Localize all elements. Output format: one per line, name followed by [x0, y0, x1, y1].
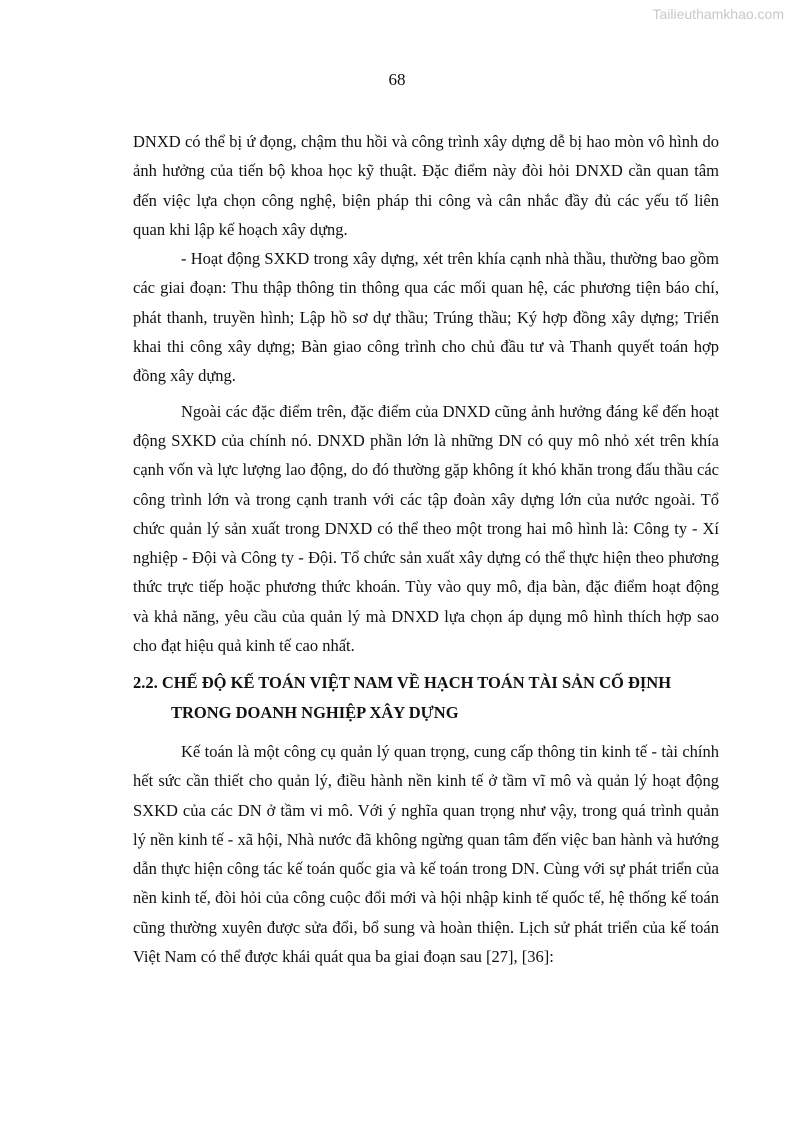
section-heading-line2: TRONG DOANH NGHIỆP XÂY DỰNG: [171, 702, 459, 722]
paragraph-sxkd-stages: - Hoạt động SXKD trong xây dựng, xét trên khía cạnh nhà thầu, thường bao gồm các giai đoạn: Thu thập thông tin thông qua các mối quan hệ, các phương tiện báo chí, phát thanh, truyền hình; Lập hồ sơ dự thầu; Trúng thầu; Ký hợp đồng xây dựng; Triển khai thi công xây dựng; Bàn giao công trình cho chủ đầu tư và Thanh quyết toán hợp đồng xây dựng.: [133, 249, 719, 386]
section-heading: [133, 668, 719, 727]
section-heading-line1: 2.2. CHẾ ĐỘ KẾ TOÁN VIỆT NAM VỀ HẠCH TOÁN TÀI SẢN CỐ ĐỊNH: [133, 673, 672, 693]
watermark: Tailieuthamkhao.com: [652, 6, 784, 22]
paragraph-accounting-intro: Kế toán là một công cụ quản lý quan trọng, cung cấp thông tin kinh tế - tài chính hết sức cần thiết cho quản lý, điều hành nền kinh tế ở tầm vĩ mô và quản lý hoạt động SXKD của các DN ở tầm vi mô. Với ý nghĩa quan trọng như vậy, trong quá trình quản lý nền kinh tế - xã hội, Nhà nước đã không ngừng quan tâm đến việc ban hành và hướng dẫn thực hiện công tác kế toán quốc gia và kế toán trong DN. Cùng với sự phát triển của nền kinh tế, đòi hỏi của công cuộc đổi mới và hội nhập kinh tế quốc tế, hệ thống kế toán cũng thường xuyên được sửa đổi, bổ sung và hoàn thiện. Lịch sử phát triển của kế toán Việt Nam có thể được khái quát qua ba giai đoạn sau [27], [36]:: [133, 741, 719, 967]
paragraph-dnxd-characteristics: Ngoài các đặc điểm trên, đặc điểm của DNXD cũng ảnh hưởng đáng kể đến hoạt động SXKD của chính nó. DNXD phần lớn là những DN có quy mô nhỏ xét trên khía cạnh vốn và lực lượng lao động, do đó thường gặp không ít khó khăn trong đấu thầu các công trình lớn và trong cạnh tranh với các tập đoàn xây dựng lớn của nước ngoài. Tổ chức quản lý sản xuất trong DNXD có thể theo một trong hai mô hình là: Công ty - Xí nghiệp - Đội và Công ty - Đội. Tổ chức sản xuất xây dựng có thể thực hiện theo phương thức trực tiếp hoặc phương thức khoán. Tùy vào quy mô, địa bàn, đặc điểm hoạt động và khả năng, yêu cầu của quản lý mà DNXD lựa chọn áp dụng mô hình thích hợp sao cho đạt hiệu quả kinh tế cao nhất.: [133, 401, 719, 656]
document-body: [133, 127, 719, 971]
paragraph-continued: DNXD có thể bị ứ đọng, chậm thu hồi và công trình xây dựng dễ bị hao mòn vô hình do ảnh hưởng của tiến bộ khoa học kỹ thuật. Đặc điểm này đòi hỏi DNXD cần quan tâm đến việc lựa chọn công nghệ, biện pháp thi công và cân nhắc đầy đủ các yếu tố liên quan khi lập kế hoạch xây dựng.: [133, 132, 719, 239]
page-number: 68: [388, 70, 406, 89]
